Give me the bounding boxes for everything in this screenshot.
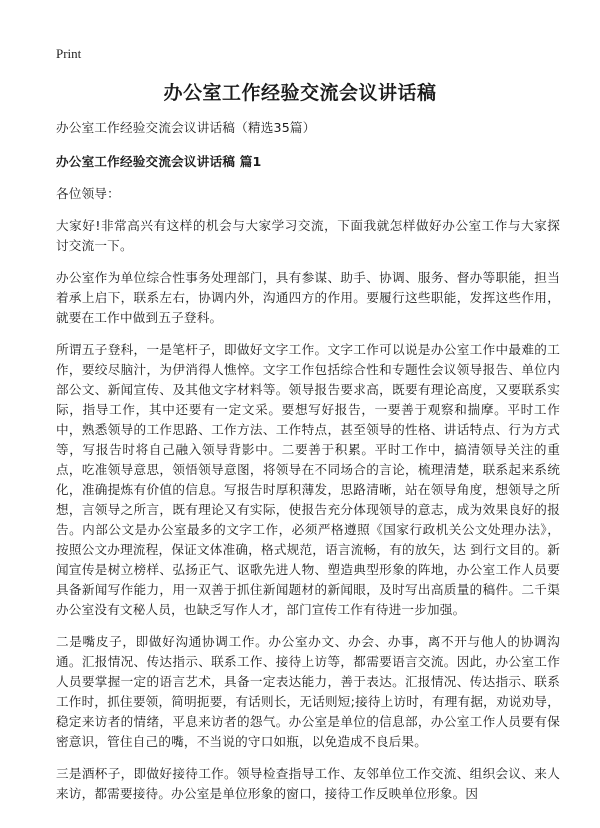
section-heading: 办公室工作经验交流会议讲话稿 篇1 bbox=[56, 154, 262, 169]
paragraph-2: 办公室作为单位综合性事务处理部门，具有参谋、助手、协调、服务、督办等职能，担当着承上启下，联系左右，协调内外，沟通四方的作用。要履行这些职能，发挥这些作用，就要在工作中做到五子登科。 bbox=[56, 270, 560, 325]
document-body bbox=[56, 118, 560, 816]
paragraph-5: 三是酒杯子，即做好接待工作。领导检查指导工作、友邻单位工作交流、组织会议、来人来访，都需要接待。办公室是单位形象的窗口，接待工作反映单位形象。因 bbox=[56, 766, 560, 801]
paragraph-3: 所谓五子登科，一是笔杆子，即做好文字工作。文字工作可以说是办公室工作中最难的工作，要绞尽脑汁，为伊消得人憔悴。文字工作包括综合性和专题性会议领导报告、单位内部公文、新闻宣传、及其他文字材料等。领导报告要求高，既要有理论高度，又要联系实际，指导工作，其中还要有一定文采。要想写好报告，一要善于观察和揣摩。平时工作中，熟悉领导的工作思路、工作方法、工作特点，甚至领导的性格、讲话特点、行为方式等，写报告时将自己融入领导背影中。二要善于积累。平时工作中，搞清领导关注的重点，吃准领导意思，领悟领导意图，将领导在不同场合的言论，梳理清楚，联系起来系统化，准确提炼有价值的信息。写报告时厚积薄发，思路清晰，站在领导角度，想领导之所想，言领导之所言，既有理论又有实际，使报告充分体现领导的意志，成为效果良好的报告。内部公文是办公室最多的文字工作，必须严格遵照《国家行政机关公文处理办法》，按照公文办理流程，保证文体准确，格式规范，语言流畅，有的放矢，达 到行文目的。新闻宣传是树立榜样、弘扬正气、讴歌先进人物、塑造典型形象的阵地，办公室工作人员要具备新闻写作能力，用一双善于抓住新闻题材的新闻眼，及时写出高质量的稿件。二千渠办公室没有文秘人员，也缺乏写作人才，部门宣传工作有待进一步加强。 bbox=[56, 342, 560, 617]
document-title: 办公室工作经验交流会议讲话稿 bbox=[163, 82, 437, 104]
document-subtitle: 办公室工作经验交流会议讲话稿（精选35篇） bbox=[56, 120, 316, 135]
salutation: 各位领导： bbox=[56, 186, 120, 201]
paragraph-1: 大家好!非常高兴有这样的机会与大家学习交流，下面我就怎样做好办公室工作与大家探讨交流一下。 bbox=[56, 218, 560, 253]
paragraph-4: 二是嘴皮子，即做好沟通协调工作。办公室办文、办会、办事，离不开与他人的协调沟通。汇报情况、传达指示、联系工作、接待上访等，都需要语言交流。因此，办公室工作人员要掌握一定的语言艺术，具备一定表达能力，善于表达。汇报情况、传达指示、联系工作时，抓住要领，简明扼要，有话则长，无话则短;接待上访时，有理有据，劝说劝导，稳定来访者的情绪，平息来访者的怨气。办公室是单位的信息部，办公室工作人员要有保密意识，管住自己的嘴，不当说的守口如瓶，以免造成不良后果。 bbox=[56, 634, 560, 749]
print-link[interactable]: Print bbox=[56, 46, 82, 61]
